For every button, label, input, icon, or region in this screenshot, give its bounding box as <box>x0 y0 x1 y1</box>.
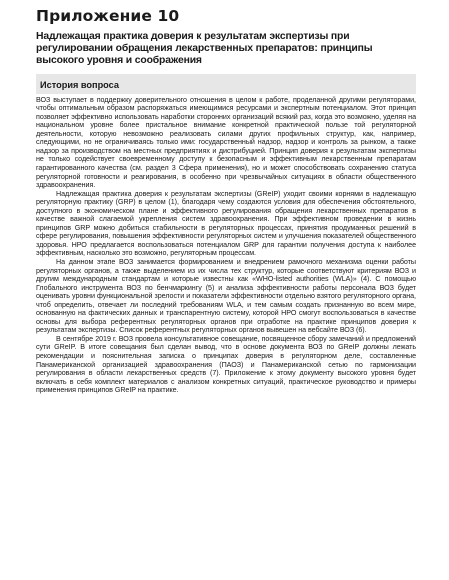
paragraph-1: ВОЗ выступает в поддержку доверительного отношения в целом к работе, проделанной другими регуляторами, чтобы оптимальным образом распоряжаться имеющимися ресурсами и экспертным потенциалом. Этот принцип позволяет эффективно использовать наработки сторонних организаций всякий раз, когда это возможно, уделяя на национальном уровне более пристальное внимание конкретной практической пользе той регуляторной деятельности, которую невозможно реализовать силами других профильных структур, как, например, следующими, но не ограничиваясь только ими: государственный надзор, надзор и контроль за рынком, а также надзор за производством на местных предприятиях и дистрибуцией. Принцип доверия к результатам экспертизы не только содействует своевременному доступу к безопасным и эффективным лекарственным препаратам гарантированного качества (см. раздел 3 Сфера применения), но и может способствовать сохранению статуса регуляторной готовности и реагирования, в особенно при чрезвычайных ситуациях в области общественного здравоохранения. <box>36 95 416 190</box>
appendix-title: Приложение 10 <box>36 7 180 25</box>
paragraph-3: На данном этапе ВОЗ занимается формированием и внедрением рамочного механизма оценки работы регуляторных органов, а также выделением из их числа тех структур, которые соответствуют критериям ВОЗ и другим международным стандартам и которые известны как «WHO-listed authorities (WLA)» (4). С помощью Глобального инструмента ВОЗ по бенчмаркингу (5) и анализа эффективности работы персонала ВОЗ будет оценивать уровни функциональной зрелости и показатели эффективности отдельно взятого регуляторного органа, чтоб определить, отвечает ли последний требованиям WLA, и тем самым создать признанную во всем мире, основанную на фактических данных и транспарентную систему, которой НРО смогут воспользоваться в качестве основы для выбора референтных регуляторных органов при отработке на практике принципов доверия к результатам экспертизы. Список референтных регуляторных органов вывешен на вебсайте ВОЗ (6). <box>36 258 416 335</box>
section-heading-bar <box>36 74 416 94</box>
section-heading: История вопроса <box>40 79 119 90</box>
document-page <box>36 6 416 395</box>
paragraph-4: В сентябре 2019 г. ВОЗ провела консультативное совещание, посвященное сбору замечаний и предложений сути GReIP. В итоге совещания был сделан вывод, что в основе документа ВОЗ по GReIP должны лежать рекомендации и пояснительная записка о принципах доверия в регуляторном деле, составленные Панамериканской организацией здравоохранения (ПАОЗ) и Панамериканской сетью по гармонизации регулирования в области лекарственных средств (7). Приложение к этому документу высокого уровня будет включать в себя комплект материалов с анализом конкретных ситуаций, практическое руководство и примеры применения принципов GReIP на практике. <box>36 334 416 395</box>
paragraph-2: Надлежащая практика доверия к результатам экспертизы (GReIP) уходит своими корнями в надлежащую регуляторную практику (GRP) в целом (1), благодаря чему создаются условия для обеспечения обстоятельного, доступного в экономическом плане и эффективного регулирования обращения лекарственных препаратов в качестве важной слагаемой укрепления систем здравоохранения. При эффективном проведении в жизнь принципов GRP можно добиться стабильности в регуляторных процессах, принятия продуманных решений в сфере регулирования, повышения эффективности регуляторных систем и улучшения показателей общественного здоровья. НРО предлагается воспользоваться потенциалом GRP для гарантии получения доступа к наиболее эффективным, насколько это возможно, регуляторным процессам. <box>36 189 416 258</box>
document-heading: Надлежащая практика доверия к результатам экспертизы при регулировании обращения лекарственных препаратов: принципы высокого уровня и соображения <box>36 31 373 67</box>
